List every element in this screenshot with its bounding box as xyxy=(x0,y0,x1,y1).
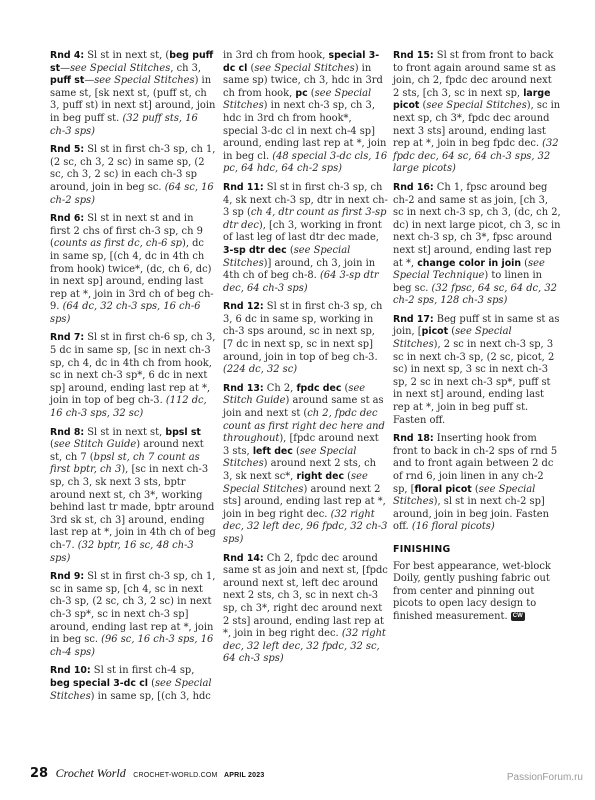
note-text: see Special Stitches xyxy=(223,244,351,269)
round-instruction xyxy=(50,427,216,566)
note-text: see Special Stitches xyxy=(393,483,536,508)
stitch-term: Rnd 9: xyxy=(50,571,85,583)
round-instruction xyxy=(393,433,561,534)
instruction-text: ) around next 2 sts, ch 3, sk next sc*, xyxy=(223,458,376,482)
round-instruction xyxy=(50,665,216,703)
instruction-text: ), 2 sc in next ch-3 sp, 3 sc in next ch-3 sp, (2 sc, picot, 2 sc) in next sp, 3 sc in next ch-3 sp, 2 sc in next ch-3 sp*, puff st in next st] around, ending last rep at *, join in beg puff st. Fasten off. xyxy=(393,339,555,426)
instruction-text: Ch 2, fpdc dec around same st as join and next st, [fpdc around next st, left dec around next 2 sts, ch 3, sc in next ch-3 sp, ch 3*, right dec around next 2 sts] around, ending last rep at *, join in beg right dec. xyxy=(223,552,388,640)
instruction-text: — xyxy=(60,62,70,74)
stitch-term: left dec xyxy=(252,445,293,457)
instruction-text: ( xyxy=(50,439,54,451)
instruction-text: ( xyxy=(286,244,294,256)
instruction-text: , ch 3, xyxy=(170,62,202,74)
stitch-term: 3-sp dtr dec xyxy=(223,244,287,256)
round-instruction xyxy=(50,144,216,207)
instruction-text: ) in same sp, [(ch 3, hdc xyxy=(90,690,211,702)
stitch-term: Rnd 12: xyxy=(223,301,264,313)
instruction-text: ), sl st in next ch-2 sp] around, join in beg join. Fasten off. xyxy=(393,496,549,533)
note-text: (64 3-sp dtr dec, 64 ch-3 sps) xyxy=(223,270,379,294)
round-instruction xyxy=(50,50,216,138)
stitch-term: Rnd 16: xyxy=(393,181,434,193)
instruction-text: ( xyxy=(471,483,479,495)
instruction-text: ), [ch 3, working in front of last leg of last dtr dec made, xyxy=(223,219,382,244)
instruction-text: ( xyxy=(448,326,456,338)
round-instruction xyxy=(223,50,388,176)
instruction-text: Sl st in first ch-4 sp, xyxy=(90,665,195,677)
issue-date: APRIL 2023 xyxy=(224,772,265,779)
instruction-text: Sl st in first ch-6 sp, ch 3, 5 dc in same sp, [sc in next ch-3 sp, ch 4, dc in 4th ch from hook, sc in next ch-3 sp*, 6 dc in next sp] around, ending last rep at *, join in top of beg ch-3. xyxy=(50,332,216,407)
stitch-term: Rnd 4: xyxy=(50,50,85,61)
instruction-text: ( xyxy=(307,87,315,99)
note-text: bpsl st, ch 7 count as first bptr, ch 3 xyxy=(50,451,200,476)
round-instruction xyxy=(50,332,216,420)
stitch-term: Rnd 10: xyxy=(50,665,91,677)
instruction-text: Sl st in next st, xyxy=(84,426,166,438)
instruction-text: Sl st in first ch-3 sp, ch 4, sk next ch-3 sp, dtr in next ch-3 sp ( xyxy=(223,181,388,219)
round-instruction xyxy=(223,383,388,547)
instruction-text: ( xyxy=(341,382,349,394)
note-text: see Special Stitches xyxy=(254,62,355,74)
note-text: see Special Stitches xyxy=(393,326,512,351)
note-text: see Special Stitches xyxy=(223,87,372,112)
stitch-term: pc xyxy=(295,87,308,99)
instruction-text: Inserting hook from front to back in ch-2 sps of rnd 5 and to front again between 2 dc of rnd 6, join linen in any ch-2 sp, [ xyxy=(393,433,558,495)
stitch-term: Rnd 6: xyxy=(50,213,85,225)
note-text: (32 right dec, 32 left dec, 32 fpdc, 32 sc, 64 ch-3 sps) xyxy=(223,628,386,665)
round-instruction xyxy=(393,50,561,176)
stitch-term: Rnd 15: xyxy=(393,50,434,61)
instruction-text: ) in next ch-3 sp, ch 3, hdc in 3rd ch from hook*, special 3-dc cl in next ch-4 sp] around, ending last rep at *, join in beg cl. xyxy=(223,100,387,162)
note-text: (64 sc, 16 ch-2 sps) xyxy=(50,181,214,206)
note-text: see Stitch Guide xyxy=(223,382,366,407)
instruction-text: ( xyxy=(344,471,352,482)
stitch-term: picot xyxy=(421,326,449,338)
note-text: (32 bptr, 16 sc, 48 ch-3 sps) xyxy=(50,539,194,564)
stitch-term: large picot xyxy=(393,87,551,112)
note-text: ch 4, dtr count as first 3-sp dtr dec xyxy=(223,207,387,231)
note-text: see Stitch Guide xyxy=(53,439,137,451)
note-text: (32 fpsc, 64 sc, 64 dc, 32 ch-2 sps, 128 ch-3 sps) xyxy=(393,282,557,307)
instruction-text: ), [sc in next ch-3 sp, ch 3, sk next 3 sts, bptr around next st, ch 3*, working behind last tr made, bptr around 3rd sk st, ch 3] around, ending last rep at *, join in 4th ch of beg ch-7. xyxy=(50,464,216,551)
stitch-term: bpsl st xyxy=(165,426,201,438)
note-text: (16 floral picots) xyxy=(411,521,495,533)
cw-badge: CW xyxy=(512,612,523,619)
instruction-text: Ch 2, xyxy=(263,382,297,394)
instruction-text: in 3rd ch from hook, xyxy=(223,50,329,61)
stitch-term: change color in join xyxy=(417,257,522,269)
column-2 xyxy=(223,50,388,672)
stitch-term: Rnd 11: xyxy=(223,181,264,193)
round-instruction xyxy=(223,553,388,666)
instruction-text: ( xyxy=(292,445,300,457)
note-text: see Special Stitches xyxy=(426,100,527,112)
note-text: see Special Stitches xyxy=(223,445,357,470)
instruction-text: Sl st in first ch-3 sp, ch 3, 6 dc in same sp, working in ch-3 sps around, sc in next sp, [7 dc in next sp, sc in next sp] around, join in top of beg ch-3. xyxy=(223,301,383,363)
instruction-text: ( xyxy=(521,257,529,269)
stitch-term: special 3-dc cl xyxy=(223,50,380,74)
instruction-text: Sl st in next st, ( xyxy=(84,50,170,61)
note-text: (112 dc, 16 ch-3 sps, 32 sc) xyxy=(50,395,207,420)
stitch-term: right dec xyxy=(296,471,345,482)
instruction-text: ), [fpdc around next 3 sts, xyxy=(223,433,379,457)
note-text: (224 dc, 32 sc) xyxy=(223,364,298,376)
stitch-term: puff st xyxy=(50,75,85,87)
note-text: counts as first dc, ch-6 sp xyxy=(53,238,182,250)
note-text: see Special Stitches xyxy=(69,62,171,74)
watermark: PassionForum.ru xyxy=(506,772,583,783)
note-text: (48 special 3-dc cls, 16 pc, 64 hdc, 64 ch-2 sps) xyxy=(223,150,388,175)
round-instruction xyxy=(223,301,388,377)
stitch-term: Rnd 14: xyxy=(223,552,264,564)
note-text: (64 dc, 32 ch-3 sps, 16 ch-6 sps) xyxy=(50,301,201,325)
note-text: see Special Stitches xyxy=(223,471,368,495)
instruction-text: ) around next 2 sts] around, ending last rep at *, join in beg right dec. xyxy=(223,483,386,520)
instruction-text: — xyxy=(84,75,95,87)
instruction-text: Sl st in next st and in first 2 chs of first ch-3 sp, ch 9 ( xyxy=(50,213,203,250)
magazine-title: Crochet World xyxy=(55,766,126,780)
stitch-term: beg special 3-dc cl xyxy=(50,677,148,689)
note-text: (96 sc, 16 ch-3 sps, 16 ch-4 sps) xyxy=(50,634,214,658)
instruction-text: ), dc in same sp, [(ch 4, dc in 4th ch from hook) twice*, (dc, ch 6, dc) in next sp] around, ending last rep at *, join in 3rd ch of beg ch-9. xyxy=(50,238,214,313)
finishing-heading: FINISHING xyxy=(393,543,451,555)
column-3 xyxy=(393,50,561,630)
round-instruction xyxy=(223,182,388,295)
instruction-text: Sl st from front to back to front again around same st as join, ch 2, fpdc dec around next 2 sts, [ch 3, sc in next sp, xyxy=(393,50,556,99)
instruction-text: ) around next st, ch 7 ( xyxy=(50,439,204,463)
note-text: (32 fpdc dec, 64 sc, 64 ch-3 sps, 32 large picots) xyxy=(393,138,559,175)
instruction-text: ( xyxy=(247,62,255,74)
round-instruction xyxy=(393,314,561,427)
instruction-text: )] around, ch 3, join in 4th ch of beg ch-8. xyxy=(223,257,376,282)
page-footer xyxy=(30,766,264,781)
instruction-text: ) in same sp) twice, ch 3, hdc in 3rd ch from hook, xyxy=(223,62,383,99)
instruction-text: Ch 1, fpsc around beg ch-2 and same st as join, [ch 3, sc in next ch-3 sp, ch 3, (dc, ch 2, dc) in next large picot, ch 3, sc in next ch-3 sp, ch 3*, fpsc around next st] around, ending last rep at *, xyxy=(393,181,561,269)
instruction-text: ) to linen in beg sc. xyxy=(393,270,542,294)
round-instruction xyxy=(50,571,216,659)
round-instruction xyxy=(393,182,561,308)
instruction-text: ), sc in next sp, ch 3*, fpdc dec around next 3 sts] around, ending last rep at *, join in beg fpdc dec. xyxy=(393,100,561,150)
instruction-text: Beg puff st in same st as join, [ xyxy=(393,313,560,338)
instruction-text: Sl st in first ch-3 sp, ch 1, (2 sc, ch 3, 2 sc) in same sp, (2 sc, ch 3, 2 sc) in each ch-3 sp around, join in beg sc. xyxy=(50,144,216,193)
stitch-term: Rnd 18: xyxy=(393,433,434,445)
instruction-text: Sl st in first ch-3 sp, ch 1, sc in same sp, [ch 4, sc in next ch-3 sp, (2 sc, ch 3, 2 sc) in next ch-3 sp*, sc in next ch-3 sp] around, ending last rep at *, join in beg sc. xyxy=(50,571,216,646)
stitch-term: Rnd 5: xyxy=(50,144,85,156)
instruction-text: ) in same st, [sk next st, (puff st, ch 3, puff st) in next st] around, join in beg puff st. xyxy=(50,75,216,124)
magazine-url: CROCHET-WORLD.COM xyxy=(133,772,218,779)
note-text: see Special Stitches xyxy=(94,75,195,87)
note-text: see Special Technique xyxy=(393,257,545,282)
round-instruction xyxy=(50,213,216,326)
page-number: 28 xyxy=(30,766,49,781)
stitch-term: Rnd 13: xyxy=(223,382,264,394)
column-1 xyxy=(50,50,216,709)
note-text: see Special Stitches xyxy=(50,677,212,702)
stitch-term: floral picot xyxy=(414,483,472,495)
instruction-text: ( xyxy=(147,677,155,689)
instruction-text: ) around same st as join and next st ( xyxy=(223,395,384,420)
note-text: (32 puff sts, 16 ch-3 sps) xyxy=(50,112,198,137)
finishing-text: For best appearance, wet-block Doily, gently pushing fabric out from center and pinning out picots to open lacy design to finished measurement. CW xyxy=(393,560,551,622)
stitch-term: fpdc dec xyxy=(296,382,342,394)
stitch-term: Rnd 8: xyxy=(50,426,85,438)
stitch-term: Rnd 7: xyxy=(50,332,85,344)
instruction-text: ( xyxy=(419,100,427,112)
note-text: ch 2, fpdc dec count as first right dec here and throughout xyxy=(223,408,385,445)
stitch-term: Rnd 17: xyxy=(393,313,434,325)
note-text: (32 right dec, 32 left dec, 96 fpdc, 32 ch-3 sps) xyxy=(223,508,388,545)
stitch-term: beg puff st xyxy=(50,50,214,74)
